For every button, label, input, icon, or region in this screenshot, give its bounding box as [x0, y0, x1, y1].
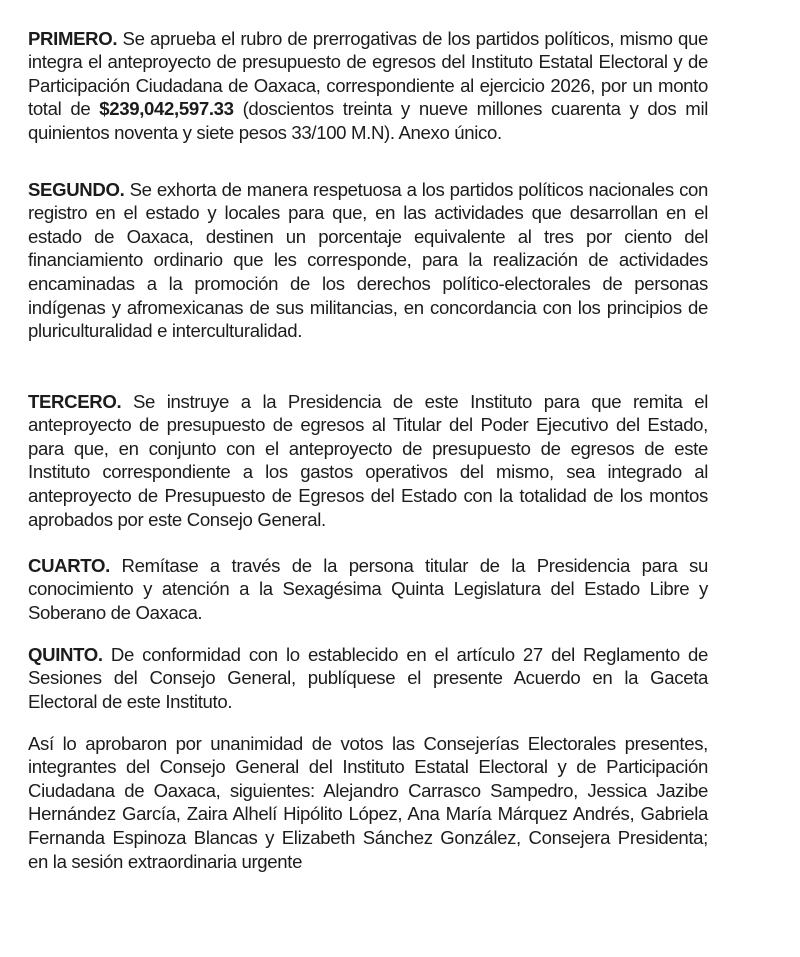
resolutive-label-quinto: QUINTO.: [28, 643, 103, 665]
paragraph-text: De conformidad con lo establecido en el artículo 27 del Reglamento de Sesiones del Consejo General, publíquese el presente Acuerdo en la Gaceta Electoral de este Instituto.: [28, 643, 708, 712]
paragraph-text: Remítase a través de la persona titular de la Presidencia para su conocimiento y atención a la Sexagésima Quinta Legislatura del Estado Libre y Soberano de Oaxaca.: [28, 554, 708, 623]
paragraph-text: Se exhorta de manera respetuosa a los partidos políticos nacionales con registro en el estado y locales para que, en las actividades que desarrollan en el estado de Oaxaca, destinen un porcentaje equivalente al tres por ciento del financiamiento ordinario que les corresponde, para la realización de actividades encaminadas a la promoción de los derechos político-electorales de personas indígenas y afromexicanas de sus militancias, en concordancia con los principios de pluriculturalidad e interculturalidad.: [28, 178, 708, 342]
paragraph-primero: [28, 27, 708, 145]
paragraph-tercero: [28, 390, 708, 532]
total-amount: $239,042,597.33: [99, 98, 234, 120]
paragraph-quinto: [28, 643, 708, 714]
resolutive-label-segundo: SEGUNDO.: [28, 178, 125, 200]
resolutive-label-primero: PRIMERO.: [28, 27, 118, 49]
paragraph-text: Se aprueba el rubro de prerrogativas de los partidos políticos, mismo que integra el anteproyecto de presupuesto de egresos del Instituto Estatal Electoral y de Participación Ciudadana de Oaxaca, correspondiente al ejercicio 2026, por un monto total de: [28, 27, 708, 120]
paragraph-text: Se instruye a la Presidencia de este Instituto para que remita el anteproyecto de presupuesto de egresos al Titular del Poder Ejecutivo del Estado, para que, en conjunto con el anteproyecto de presupuesto de egresos de este Instituto correspondiente a los gastos operativos del mismo, sea integrado al anteproyecto de Presupuesto de Egresos del Estado con la totalidad de los montos aprobados por este Consejo General.: [28, 390, 708, 530]
paragraph-text: Así lo aprobaron por unanimidad de votos las Consejerías Electorales presentes, integrantes del Consejo General del Instituto Estatal Electoral y de Participación Ciudadana de Oaxaca, siguientes: Alejandro Carrasco Sampedro, Jessica Jazibe Hernández García, Zaira Alhelí Hipólito López, Ana María Márquez Andrés, Gabriela Fernanda Espinoza Blancas y Elizabeth Sánchez González, Consejera Presidenta; en la sesión extraordinaria urgente: [28, 732, 708, 872]
paragraph-cuarto: [28, 554, 708, 625]
paragraph-segundo: [28, 178, 708, 343]
resolutive-label-tercero: TERCERO.: [28, 390, 122, 412]
paragraph-text: (doscientos treinta y nueve millones cuarenta y dos mil quinientos noventa y siete pesos 33/100 M.N). Anexo único.: [28, 98, 709, 143]
paragraph-approval-statement: [28, 732, 708, 874]
resolutive-label-cuarto: CUARTO.: [28, 554, 110, 576]
